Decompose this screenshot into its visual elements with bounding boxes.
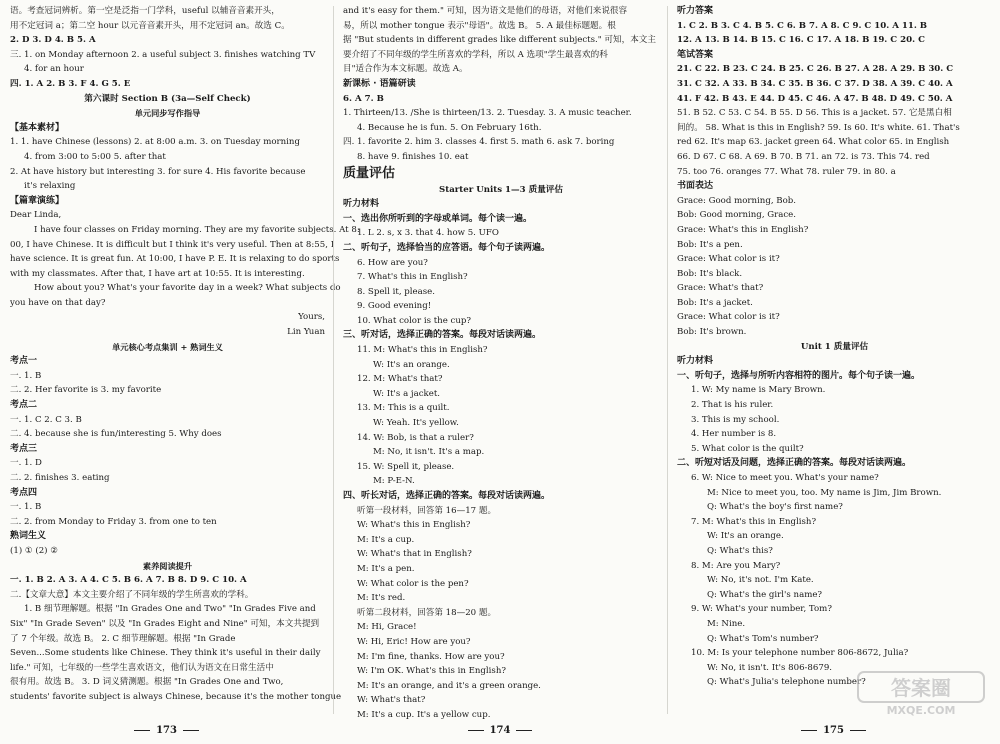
col1-line: 【基本素材】 [10, 122, 65, 133]
col3-line: 1. C 2. B 3. C 4. B 5. C 6. B 7. A 8. C 9. C 10. A 11. B [677, 20, 928, 31]
col1-line: 很有用。故选 B。 3. D 词义猜测题。根据 "In Grades One and Two, [10, 677, 284, 688]
col1-line: 考点二 [10, 400, 38, 411]
col1-line: 二. 4. because she is fun/interesting 5. Why does [10, 429, 222, 440]
col1-line: Seven...Some students like Chinese. They think it's useful in their daily [10, 648, 321, 659]
col2-line: and it's easy for them." 可知，因为语文是他们的母语，对他们来说很容 [343, 6, 628, 16]
col3-line: 一、听句子，选择与所听内容相符的图片。每个句子读一遍。 [677, 370, 921, 381]
col1-line: 二. 2. finishes 3. eating [10, 473, 110, 483]
col2-line: W: What's this in English? [357, 520, 471, 531]
col2-line: 7. What's this in English? [357, 272, 468, 283]
col3-line: Grace: Good morning, Bob. [677, 195, 797, 206]
col1-line: 1. 1. have Chinese (lessons) 2. at 8:00 a.m. 3. on Tuesday morning [10, 137, 300, 148]
page-175 [667, 0, 1000, 744]
col3-line: Q: What's this? [707, 545, 773, 556]
col2-line: W: What color is the pen? [357, 578, 469, 589]
col2-line: W: It's an orange. [373, 359, 450, 370]
col3-line: Grace: What color is it? [677, 312, 780, 323]
page-173 [0, 0, 360, 744]
col2-line: 9. Good evening! [357, 301, 432, 312]
col1-line: Yours, [298, 312, 325, 323]
col1-line: 一. 1. C 2. C 3. B [10, 414, 82, 425]
col2-line: 听第二段材料，回答第 18—20 题。 [357, 607, 497, 618]
col3-line: Grace: What's this in English? [677, 224, 809, 235]
col2-line: M: It's a pen. [357, 563, 415, 574]
col3-line: 66. D 67. C 68. A 69. B 70. B 71. an 72. is 73. This 74. red [677, 151, 930, 162]
col1-line: 考点一 [10, 356, 38, 367]
col1-line: 素养阅读提升 [142, 560, 193, 571]
col1-line: students' favorite subject is always Chinese, because it's the mother tongue [10, 691, 342, 702]
col1-line: 00, I have Chinese. It is difficult but I think it's very useful. Then at 8:55, I [10, 239, 335, 250]
col3-line: Q: What's the boy's first name? [707, 502, 843, 513]
col3-line: 31. C 32. A 33. B 34. C 35. B 36. C 37. D 38. A 39. C 40. A [677, 78, 953, 89]
col2-line: 8. Spell it, please. [357, 286, 435, 297]
col1-line: 四. 1. A 2. B 3. F 4. G 5. E [10, 78, 131, 89]
col2-line: W: What's that? [357, 695, 426, 706]
col2-line: 一、选出你所听到的字母或单词。每个读一遍。 [343, 213, 533, 224]
col3-line: Bob: It's black. [677, 268, 743, 279]
col2-line: W: I'm OK. What's this in English? [357, 666, 506, 677]
col2-line: W: What's that in English? [357, 549, 472, 560]
col2-line: W: It's a jacket. [373, 388, 440, 399]
col2-line: M: It's a cup. It's a yellow cup. [357, 709, 491, 720]
col3-line: Q: What's the girl's name? [707, 589, 823, 600]
col1-line: 考点三 [10, 443, 38, 454]
col2-line: W: Yeah. It's yellow. [373, 418, 459, 429]
col1-line: 单元同步写作指导 [134, 108, 201, 119]
page-174 [333, 0, 667, 744]
col3-line: Bob: Good morning, Grace. [677, 210, 797, 221]
col2-line: 要介绍了不同年级的学生所喜欢的学科，所以 A 选项"学生最喜欢的科 [343, 49, 608, 60]
col1-line: 单元核心考点集训 + 熟词生义 [112, 341, 223, 352]
col2-line: M: Hi, Grace! [357, 622, 417, 633]
col1-line: (1) ① (2) ② [10, 545, 58, 556]
col1-line: 二. 2. Her favorite is 3. my favorite [10, 385, 162, 396]
col3-line: W: It's an orange. [707, 531, 784, 542]
page-174-content [343, 4, 659, 720]
col3-line: 听力材料 [677, 356, 714, 367]
col1-line: 2. D 3. D 4. B 5. A [10, 35, 96, 46]
col1-line: you have on that day? [10, 297, 106, 308]
col1-line: with my classmates. After that, I have art at 10:55. It is interesting. [10, 268, 305, 279]
col3-line: Unit 1 质量评估 [800, 341, 869, 352]
col2-line: 10. What color is the cup? [357, 315, 471, 326]
col2-line: 三、听对话，选择正确的答案。每段对话读两遍。 [343, 330, 542, 341]
col2-line: 听力材料 [343, 199, 380, 210]
col3-line: 10. M: Is your telephone number 806-8672, Julia? [691, 648, 909, 659]
col2-line: 6. How are you? [357, 257, 428, 268]
col3-line: 51. B 52. C 53. C 54. B 55. D 56. This is a jacket. 57. 它是黑白相 [677, 108, 952, 119]
col1-line: 二. 2. from Monday to Friday 3. from one to ten [10, 516, 217, 527]
col3-line: 7. M: What's this in English? [691, 516, 817, 527]
col2-line: 四. 1. favorite 2. him 3. classes 4. first 5. math 6. ask 7. boring [343, 137, 615, 148]
col3-line: 21. C 22. B 23. C 24. B 25. C 26. B 27. A 28. A 29. B 30. C [677, 64, 954, 75]
col1-line: 一. 1. B [10, 502, 42, 513]
col1-line: 了 7 个年级。故选 B。 2. C 细节理解题。根据 "In Grade [10, 633, 236, 644]
col1-line: it's relaxing [24, 181, 76, 192]
col1-line: 一. 1. D [10, 458, 42, 469]
col1-line: 【篇章演练】 [10, 195, 65, 206]
page-number-173: 173 [0, 725, 333, 736]
col2-line: M: I'm fine, thanks. How are you? [357, 651, 505, 662]
col2-line: 15. W: Spell it, please. [357, 461, 455, 472]
col1-line: 4. for an hour [24, 64, 84, 75]
col2-line: M: It's an orange, and it's a green orange. [357, 680, 541, 691]
col2-line: 13. M: This is a quilt. [357, 403, 450, 414]
col3-line: M: Nice to meet you, too. My name is Jim, Jim Brown. [707, 487, 942, 498]
col1-line: 语。考查冠词辨析。第一空是泛指一门学科，useful 以辅音音素开头， [10, 6, 280, 16]
col1-line: 考点四 [10, 487, 38, 498]
watermark-text: 答案圈 [891, 676, 951, 700]
col3-line: Q: What's Julia's telephone number? [707, 677, 866, 688]
col3-line: W: No, it isn't. It's 806-8679. [707, 662, 833, 673]
col1-line: 用不定冠词 a；第二空 hour 以元音音素开头，用不定冠词 an。故选 C。 [10, 20, 290, 31]
col3-line: 5. What color is the quilt? [691, 443, 804, 454]
col2-line: M: No, it isn't. It's a map. [373, 447, 485, 458]
col2-line: 易，所以 mother tongue 表示"母语"。故选 B。 5. A 最佳标题题。根 [343, 20, 616, 31]
col3-line: 6. W: Nice to meet you. What's your name? [691, 473, 879, 483]
col1-line: 三. 1. on Monday afternoon 2. a useful subject 3. finishes watching TV [10, 49, 316, 60]
page-number-175: 175 [667, 725, 1000, 736]
col3-line: 41. F 42. B 43. E 44. D 45. C 46. A 47. B 48. D 49. C 50. A [677, 93, 953, 104]
col2-line: 12. M: What's that? [357, 374, 443, 385]
col2-line: 据 "But students in different grades like different subjects." 可知，本文主 [343, 35, 656, 46]
col1-line: 一. 1. B [10, 370, 42, 381]
col3-line: 9. W: What's your number, Tom? [691, 604, 832, 615]
col1-line: 4. from 3:00 to 5:00 5. after that [24, 151, 166, 162]
col3-line: W: No, it's not. I'm Kate. [707, 575, 814, 586]
col3-line: 12. A 13. B 14. B 15. C 16. C 17. A 18. B 19. C 20. C [677, 35, 925, 46]
col3-line: red 62. It's map 63. jacket green 64. What color 65. in English [677, 137, 950, 148]
col2-line: 8. have 9. finishes 10. eat [357, 151, 469, 162]
col3-line: Grace: What's that? [677, 283, 764, 294]
page-number-174: 174 [333, 725, 667, 736]
col3-line: M: Nine. [707, 618, 746, 629]
col2-line: W: Hi, Eric! How are you? [357, 636, 471, 647]
col1-line: 二.【文章大意】本文主要介绍了不同年级的学生所喜欢的学科。 [10, 589, 254, 600]
col2-line: 目"适合作为本文标题。故选 A。 [343, 64, 468, 75]
col3-line: 间的。 58. What is this in English? 59. Is 60. It's white. 61. That's [677, 122, 960, 133]
col1-line: 2. At have history but interesting 3. for sure 4. His favorite because [10, 166, 306, 177]
col1-line: 1. B 细节理解题。根据 "In Grades One and Two" "In Grades Five and [24, 604, 316, 615]
col3-line: 听力答案 [677, 6, 714, 16]
col3-line: Q: What's Tom's number? [707, 633, 819, 644]
col1-line: have science. It is great fun. At 10:00, I have P. E. It is relaxing to do sports [10, 254, 340, 265]
page-175-content [677, 4, 992, 714]
col2-line: 6. A 7. B [343, 93, 384, 104]
page-173-content [10, 4, 360, 714]
col3-line: 笔试答案 [677, 49, 714, 60]
col2-line: 听第一段材料，回答第 16—17 题。 [357, 505, 497, 516]
col3-line: 1. W: My name is Mary Brown. [691, 385, 826, 396]
col2-line: 1. Thirteen/13. /She is thirteen/13. 2. Tuesday. 3. A music teacher. [343, 108, 632, 119]
col2-line: M: It's a cup. [357, 534, 415, 545]
col3-line: Bob: It's a jacket. [677, 297, 753, 308]
col3-line: 75. too 76. oranges 77. What 78. ruler 79. in 80. a [677, 166, 896, 177]
col2-line: 新课标 · 语篇研读 [343, 78, 416, 89]
col2-line: 质量评估 [343, 165, 396, 181]
col2-line: 1. L 2. s, x 3. that 4. how 5. UFO [357, 228, 499, 239]
col1-line: 熟词生义 [10, 531, 47, 542]
col2-line: 四、听长对话，选择正确的答案。每段对话读两遍。 [343, 491, 551, 501]
col2-line: M: It's red. [357, 593, 406, 604]
col3-line: Bob: It's a pen. [677, 239, 743, 250]
col1-line: life." 可知，七年级的一些学生喜欢语文，他们认为语文在日常生活中 [10, 662, 274, 673]
col3-line: Grace: What color is it? [677, 254, 780, 265]
col3-line: 二、听短对话及问题，选择正确的答案。每段对话读两遍。 [677, 458, 912, 469]
col1-line: Lin Yuan [287, 327, 325, 338]
col2-line: M: P-E-N. [373, 476, 415, 487]
col3-line: Bob: It's brown. [677, 327, 747, 338]
watermark-url: MXQE.COM [886, 704, 956, 717]
col2-line: 4. Because he is fun. 5. On February 16th. [357, 122, 542, 133]
col3-line: 8. M: Are you Mary? [691, 560, 781, 571]
col1-line: Dear Linda, [10, 210, 62, 221]
col2-line: 二、听句子，选择恰当的应答语。每个句子读两遍。 [343, 242, 551, 253]
col2-line: 11. M: What's this in English? [357, 345, 488, 356]
col2-line: 14. W: Bob, is that a ruler? [357, 432, 474, 443]
col1-line: 一. 1. B 2. A 3. A 4. C 5. B 6. A 7. B 8. D 9. C 10. A [10, 575, 247, 586]
col1-line: 第六课时 Section B (3a—Self Check) [84, 93, 251, 104]
col3-line: 3. This is my school. [691, 414, 780, 425]
col1-line: Six" "In Grade Seven" 以及 "In Grades Eight and Nine" 可知，本文共提到 [10, 618, 320, 629]
col1-line: How about you? What's your favorite day in a week? What subjects do [34, 283, 341, 294]
col3-line: 书面表达 [677, 181, 714, 192]
col1-line: I have four classes on Friday morning. They are my favorite subjects. At 8: [34, 224, 360, 235]
col3-line: 2. That is his ruler. [691, 400, 774, 411]
col2-line: Starter Units 1—3 质量评估 [439, 184, 563, 195]
col3-line: 4. Her number is 8. [691, 429, 777, 440]
